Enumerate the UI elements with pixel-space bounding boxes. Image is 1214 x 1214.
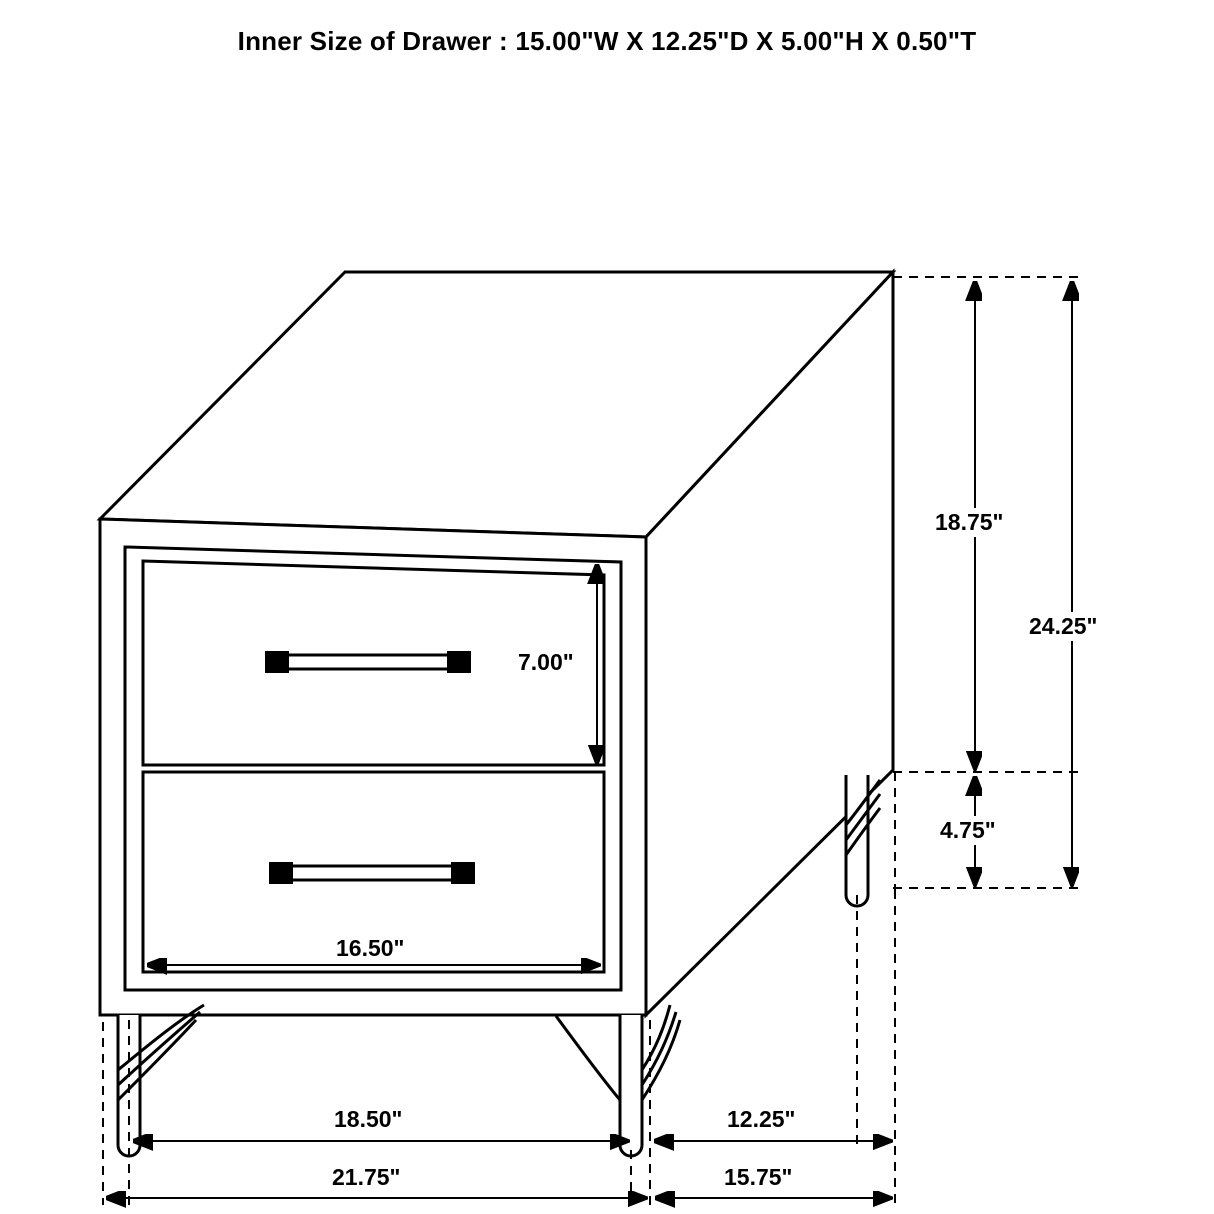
dim-label-front-inner-width: 16.50" (331, 934, 409, 963)
leg-back-right (846, 775, 880, 906)
handle-bar-upper (268, 655, 468, 669)
handle-end-left-lower (270, 863, 292, 883)
dim-label-overall-height: 24.25" (1024, 612, 1102, 641)
dim-label-overall-width: 21.75" (327, 1163, 405, 1192)
dim-label-leg-to-leg-width: 18.50" (329, 1105, 407, 1134)
dim-label-cabinet-height: 18.75" (930, 508, 1008, 537)
dim-label-drawer-height: 7.00" (513, 648, 579, 677)
leg-front-right (556, 1005, 680, 1156)
drawer-upper-handle (266, 652, 470, 672)
leg-front-left (118, 1005, 204, 1156)
dim-label-overall-depth: 15.75" (719, 1163, 797, 1192)
handle-end-right-lower (452, 863, 474, 883)
dim-label-depth-leg-to-leg: 12.25" (722, 1105, 800, 1134)
handle-end-right-upper (448, 652, 470, 672)
handle-bar-lower (272, 866, 472, 880)
drawer-lower-handle (270, 863, 474, 883)
dim-label-leg-height: 4.75" (935, 816, 1001, 845)
handle-end-left-upper (266, 652, 288, 672)
page-title: Inner Size of Drawer : 15.00"W X 12.25"D X 5.00"H X 0.50"T (237, 26, 977, 56)
